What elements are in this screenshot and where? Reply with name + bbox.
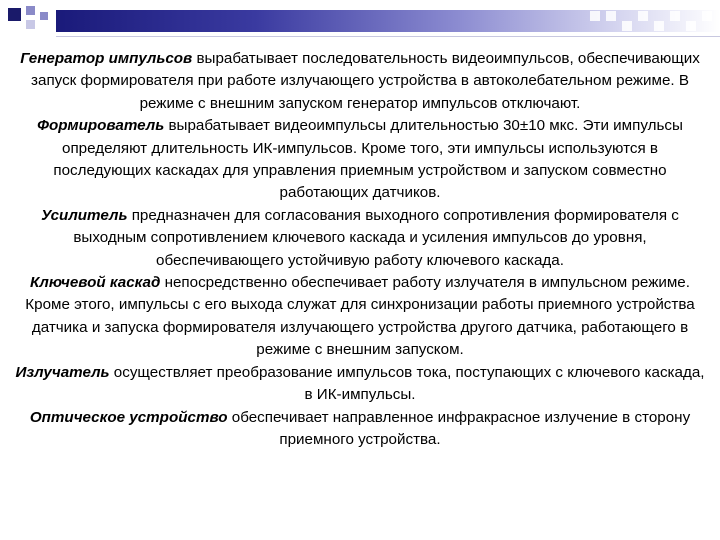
decorative-header — [0, 0, 720, 44]
paragraph-text: непосредственно обеспечивает работу излучателя в импульсном режиме. Кроме этого, импульсы с его выхода служат для синхронизации работы приемного устройства датчика и запуска формирователя излучающего устройства другого датчика, работающего в режиме с внешним запуском. — [25, 274, 695, 359]
paragraph-text: осуществляет преобразование импульсов тока, поступающих с ключевого каскада, в ИК-импульсы. — [109, 363, 705, 404]
paragraph-shaper — [14, 115, 706, 205]
paragraph-pulse-generator — [14, 48, 706, 115]
paragraph-text: предназначен для согласования выходного сопротивления формирователя с выходным сопротивлением ключевого каскада и усиления импульсов до уровня, обеспечивающего устойчивую работу ключевого каскада. — [73, 206, 679, 269]
term-label: Оптическое устройство — [29, 408, 228, 426]
term-label: Усилитель — [41, 206, 128, 224]
paragraph-key-stage — [14, 272, 706, 362]
paragraph-amplifier — [14, 205, 706, 272]
slide-body — [14, 48, 706, 451]
paragraph-emitter — [14, 362, 706, 407]
term-label: Формирователь — [37, 117, 165, 135]
paragraph-text: обеспечивает направленное инфракрасное излучение в сторону приемного устройства. — [227, 408, 691, 448]
term-label: Ключевой каскад — [30, 274, 161, 292]
term-label: Излучатель — [15, 363, 110, 381]
header-divider — [56, 36, 720, 37]
paragraph-text: вырабатывает последовательность видеоимпульсов, обеспечивающих запуск формирователя при работе излучающего устройства в автоколебательном режиме. В режиме с внешним запуском генератор импульсов отключают. — [31, 50, 700, 112]
term-label: Генератор импульсов — [20, 50, 193, 67]
paragraph-text: вырабатывает видеоимпульсы длительностью 30±10 мкс. Эти импульсы определяют длительность ИК-импульсов. Кроме того, эти импульсы используются в последующих каскадах для управления приемным устройством и запуском совместно работающих датчиков. — [53, 117, 683, 202]
paragraph-optical-device — [14, 407, 706, 452]
header-bar-squares — [0, 10, 720, 32]
